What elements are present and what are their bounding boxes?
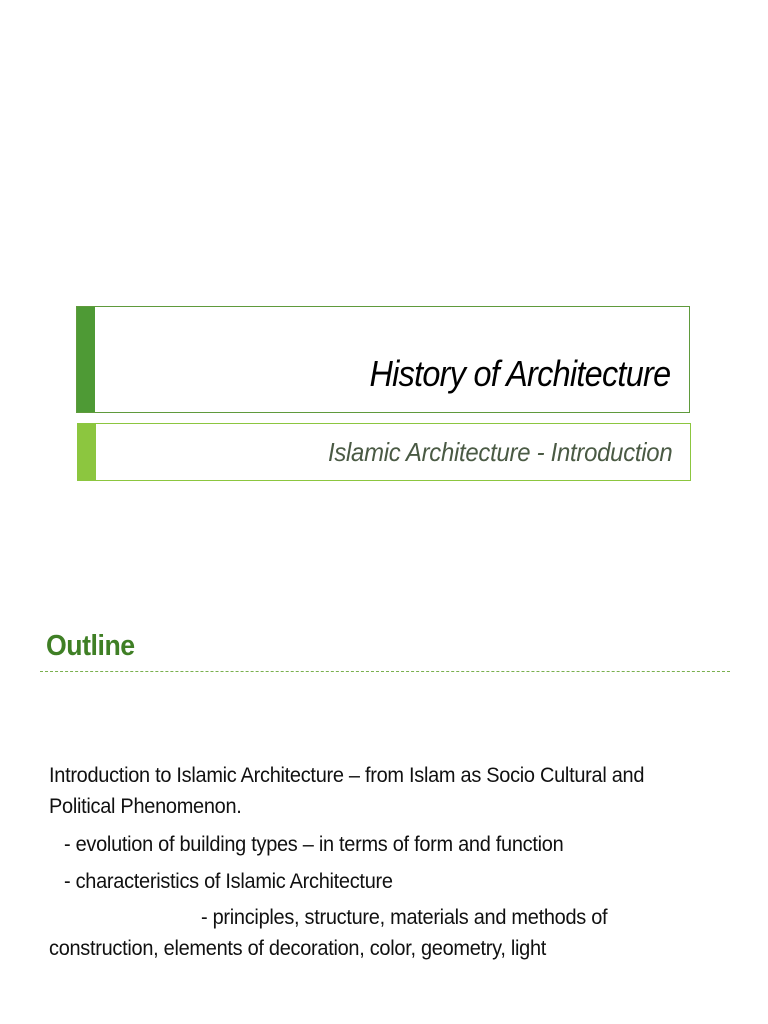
outline-line: - principles, structure, materials and methods of — [201, 906, 608, 929]
outline-line: Introduction to Islamic Architecture – from Islam as Socio Cultural and — [49, 764, 645, 787]
slide-subtitle: Islamic Architecture - Introduction — [327, 437, 672, 467]
title-box — [76, 306, 690, 413]
title-accent-bar — [77, 307, 95, 412]
outline-divider — [40, 671, 730, 672]
outline-line: construction, elements of decoration, color, geometry, light — [49, 937, 547, 960]
slide-title: History of Architecture — [369, 353, 670, 394]
outline-line: - evolution of building types – in terms of form and function — [64, 833, 564, 856]
outline-line: - characteristics of Islamic Architecture — [64, 870, 393, 893]
outline-line: Political Phenomenon. — [49, 795, 242, 818]
subtitle-box — [77, 423, 691, 481]
subtitle-accent-bar — [78, 424, 96, 480]
outline-heading: Outline — [46, 630, 135, 662]
